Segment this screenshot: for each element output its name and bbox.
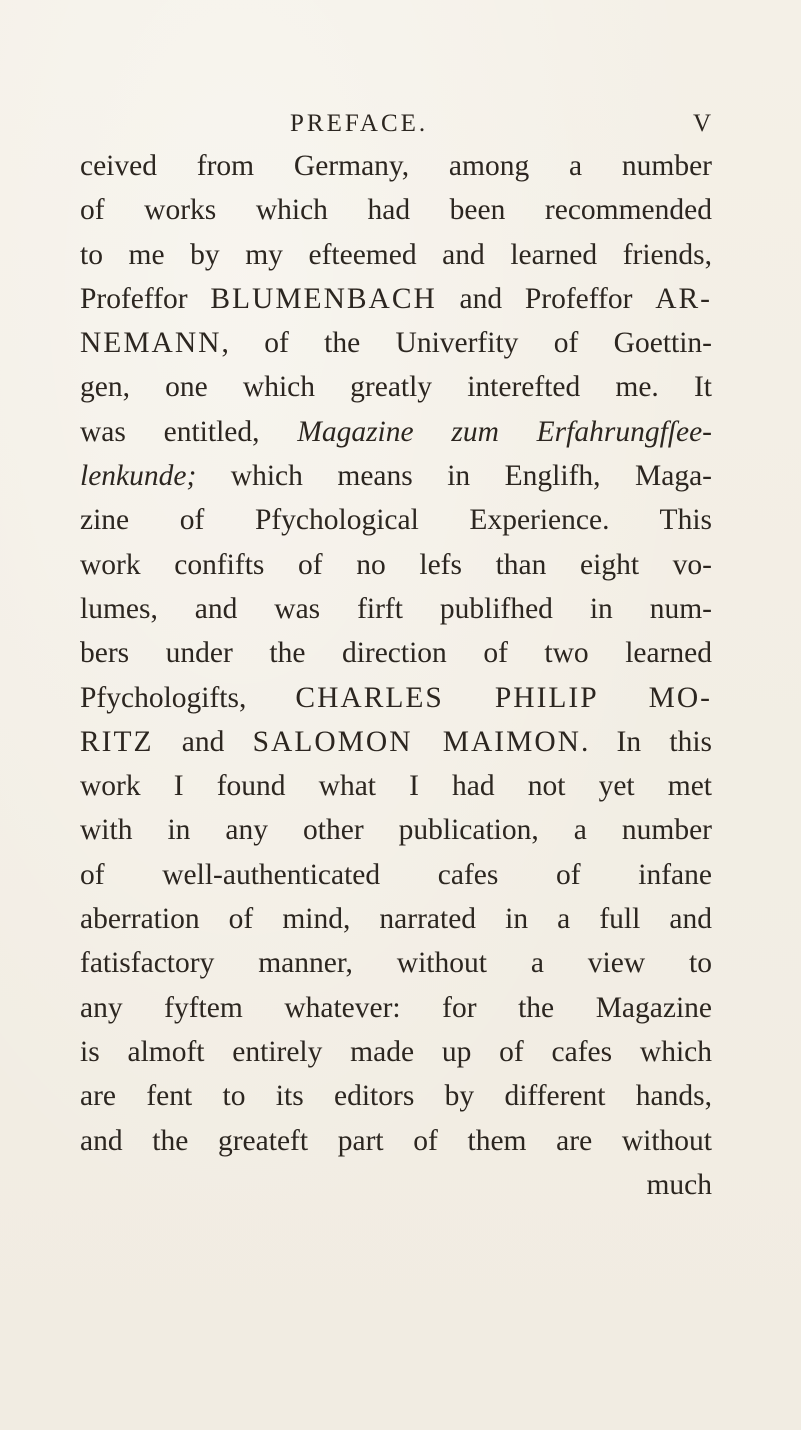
text-line [80,720,712,764]
text-line [80,1074,712,1118]
text-line [80,808,712,852]
text-run: of well-authenticated cafes of infane [80,858,712,891]
running-head [0,104,801,144]
text-run: which means in Englifh, Maga- [196,460,712,493]
text-run: fatisfactory manner, without a view to [80,947,712,980]
text-run: bers under the direction of two learned [80,637,712,670]
text-line [80,321,712,365]
text-run: lumes, and was firft publifhed in num- [80,592,712,625]
text-line [80,144,712,188]
text-line [80,1163,712,1207]
text-run: work I found what I had not yet met [80,770,712,803]
text-run: of works which had been recommended [80,194,712,227]
text-run: zine of Pfychological Experience. This [80,504,712,537]
text-run: any fyftem whatever: for the Magazine [80,991,712,1024]
text-line [80,277,712,321]
italic-text: Magazine zum Erfahrungfſee- [297,415,712,448]
body-text [80,144,712,1207]
text-run: , of the Univerfity of Goettin- [221,327,712,360]
text-line [80,676,712,720]
page-number: V [693,110,712,137]
text-line [80,188,712,232]
text-run: and [153,725,253,758]
text-run: Profeffor [80,282,211,315]
text-line [80,233,712,277]
small-caps-name: CHARLES PHILIP MO- [295,681,712,714]
text-run: Pfychologifts, [80,681,296,714]
small-caps-name: AR- [655,282,712,315]
text-line [80,764,712,808]
running-title: PREFACE. [290,110,429,137]
text-run: to me by my efteemed and learned friends, [80,238,712,271]
text-run: is almoft entirely made up of cafes which [80,1035,712,1068]
text-line [80,631,712,675]
text-line [80,365,712,409]
text-run: and Profeffor [436,282,656,315]
text-line [80,587,712,631]
text-line [80,986,712,1030]
text-run: ceived from Germany, among a number [80,150,712,182]
text-run: was entitled, [80,415,298,448]
text-line [80,498,712,542]
text-run: and the greateft part of them are without [80,1124,712,1157]
text-line [80,454,712,498]
text-line [80,853,712,897]
text-run: much [646,1168,712,1201]
text-run: . In this [580,725,712,758]
text-line [80,941,712,985]
text-run: gen, one which greatly interefted me. It [80,371,712,404]
small-caps-name: NEMANN [80,327,222,360]
small-caps-name: BLUMENBACH [210,282,437,315]
small-caps-name: RITZ [80,725,154,758]
small-caps-name: SALOMON MAIMON [252,725,581,758]
text-run: aberration of mind, narrated in a full and [80,903,712,936]
text-run: with in any other publication, a number [80,814,712,847]
text-line [80,543,712,587]
text-line [80,1030,712,1074]
text-line [80,897,712,941]
italic-text: lenkunde; [80,460,197,493]
text-run: work confifts of no lefs than eight vo- [80,548,712,581]
text-line [80,1119,712,1163]
text-line [80,410,712,454]
text-run: are fent to its editors by different hands, [80,1080,712,1113]
